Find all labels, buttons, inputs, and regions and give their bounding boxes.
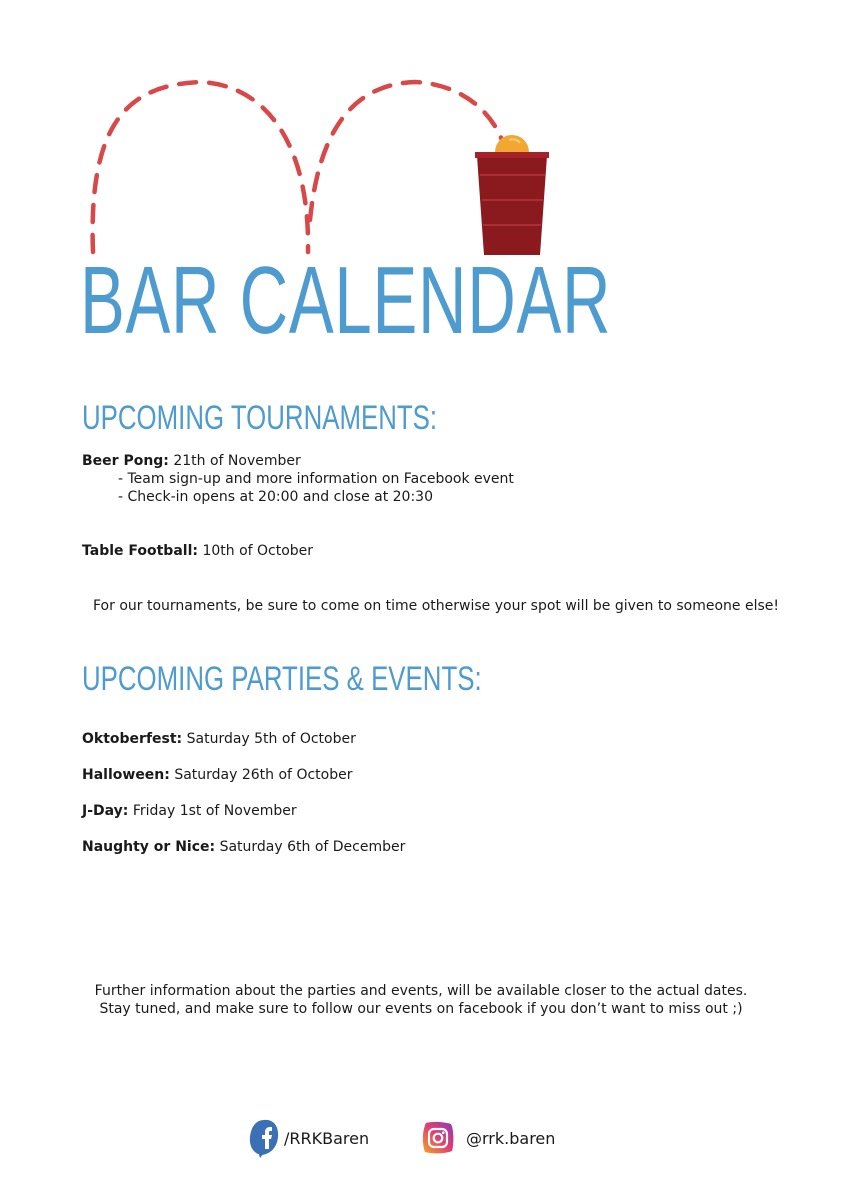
- instagram-link[interactable]: [420, 1120, 555, 1156]
- beer-pong-date: 21th of November: [173, 453, 301, 469]
- event-label: Halloween:: [82, 767, 170, 783]
- footer-note-line: Stay tuned, and make sure to follow our events on facebook if you don’t want to miss out ;): [99, 1001, 743, 1017]
- beer-pong-detail: - Team sign-up and more information on Facebook event: [118, 471, 514, 487]
- tournaments-note: For our tournaments, be sure to come on time otherwise your spot will be given to someone else!: [93, 598, 779, 614]
- event-date: Saturday 26th of October: [174, 767, 353, 783]
- event-item: [82, 766, 352, 784]
- facebook-icon: [248, 1118, 280, 1158]
- page-title: BAR CALENDAR: [80, 247, 612, 354]
- facebook-handle[interactable]: /RRKBaren: [284, 1128, 370, 1148]
- beer-pong-detail: - Check-in opens at 20:00 and close at 20:30: [118, 489, 433, 505]
- cup-icon: [475, 152, 549, 255]
- hero-illustration: [0, 0, 842, 270]
- table-football-label: Table Football:: [82, 543, 198, 559]
- table-football-entry: [82, 542, 313, 560]
- events-heading: UPCOMING PARTIES & EVENTS:: [82, 660, 482, 698]
- event-label: Naughty or Nice:: [82, 839, 216, 855]
- event-item: [82, 838, 405, 856]
- instagram-icon: [420, 1120, 456, 1156]
- tournaments-heading: UPCOMING TOURNAMENTS:: [82, 399, 438, 437]
- ball-trajectory-second: [310, 82, 502, 220]
- event-item: [82, 730, 356, 748]
- ball-trajectory: [93, 82, 308, 252]
- event-item: [82, 802, 297, 820]
- facebook-link[interactable]: [248, 1118, 369, 1158]
- event-label: J-Day:: [82, 803, 129, 819]
- footer-note-line: Further information about the parties and events, will be available closer to the actual dates.: [94, 983, 748, 999]
- instagram-handle[interactable]: @rrk.baren: [466, 1128, 556, 1148]
- beer-pong-label: Beer Pong:: [82, 453, 169, 469]
- event-date: Saturday 6th of December: [219, 839, 406, 855]
- beer-pong-entry: [82, 452, 301, 470]
- table-football-date: 10th of October: [202, 543, 314, 559]
- event-date: Saturday 5th of October: [186, 731, 356, 747]
- event-label: Oktoberfest:: [82, 731, 183, 747]
- event-date: Friday 1st of November: [132, 803, 297, 819]
